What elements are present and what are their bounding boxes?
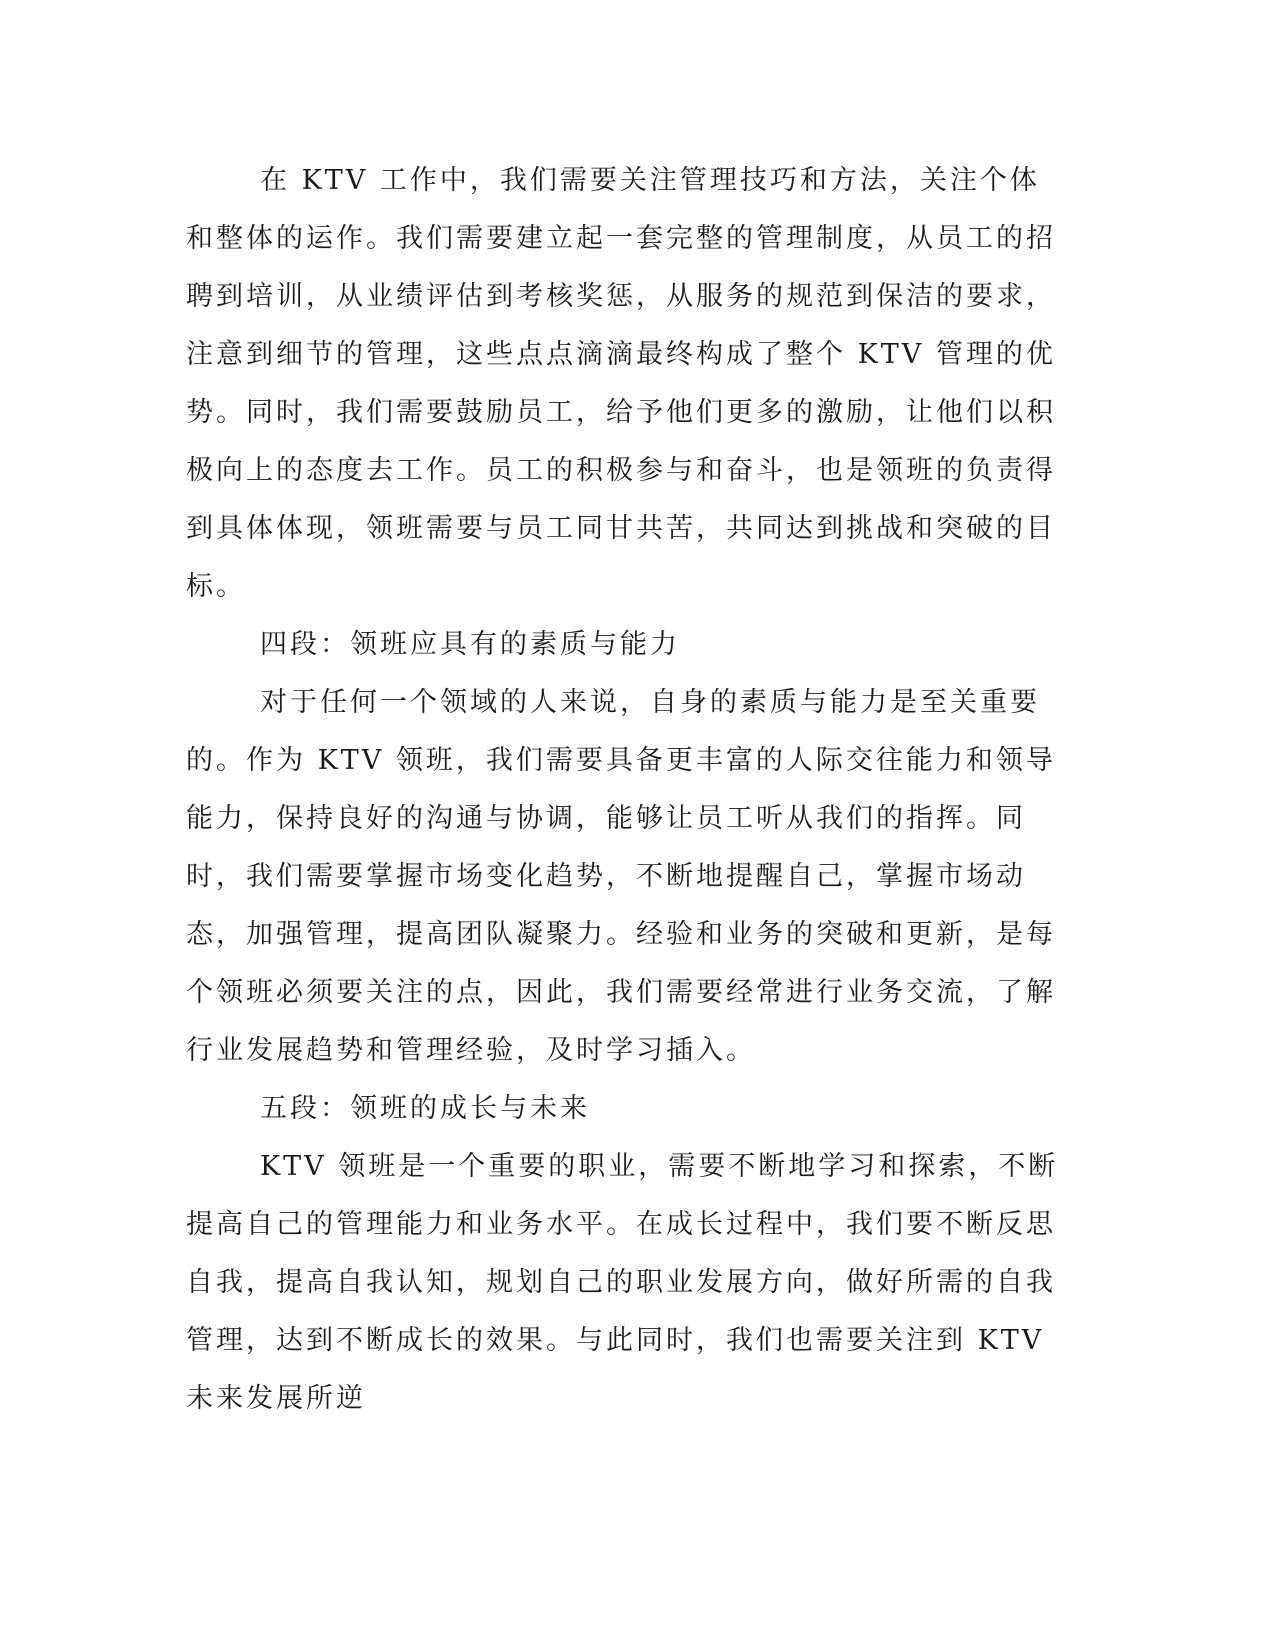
body-paragraph: 在 KTV 工作中，我们需要关注管理技巧和方法，关注个体和整体的运作。我们需要建立起一套完整的管理制度，从员工的招聘到培训，从业绩评估到考核奖惩，从服务的规范到保洁的要求，注意到细节的管理，这些点点滴滴最终构成了整个 KTV 管理的优势。同时，我们需要鼓励员工，给予他们更多的激励，让他们以积极向上的态度去工作。员工的积极参与和奋斗，也是领班的负责得到具体体现，领班需要与员工同甘共苦，共同达到挑战和突破的目标。 (186, 165, 1056, 602)
section-heading: 五段：领班的成长与未来 (260, 1093, 590, 1124)
section-heading: 四段：领班应具有的素质与能力 (260, 629, 680, 660)
body-paragraph: 对于任何一个领域的人来说，自身的素质与能力是至关重要的。作为 KTV 领班，我们需要具备更丰富的人际交往能力和领导能力，保持良好的沟通与协调，能够让员工听从我们的指挥。同时，我们需要掌握市场变化趋势，不断地提醒自己，掌握市场动态，加强管理，提高团队凝聚力。经验和业务的突破和更新，是每个领班必须要关注的点，因此，我们需要经常进行业务交流，了解行业发展趋势和管理经验，及时学习插入。 (186, 687, 1056, 1066)
document-body (186, 152, 1066, 1428)
body-paragraph: KTV 领班是一个重要的职业，需要不断地学习和探索，不断提高自己的管理能力和业务水平。在成长过程中，我们要不断反思自我，提高自我认知，规划自己的职业发展方向，做好所需的自我管理，达到不断成长的效果。与此同时，我们也需要关注到 KTV 未来发展所逆 (186, 1151, 1059, 1414)
